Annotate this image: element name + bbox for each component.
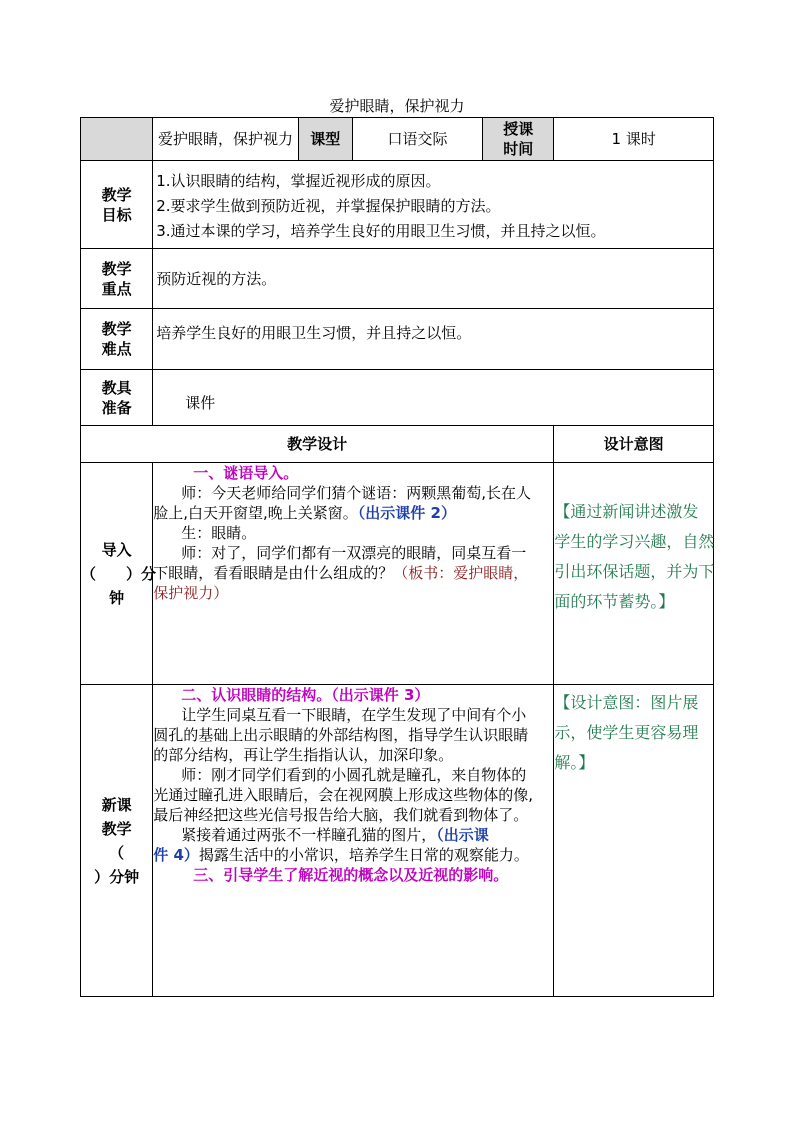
keypoint-label-line2: 重点 [101, 279, 132, 298]
intro-heading [153, 463, 553, 483]
type-label: 课型 [298, 118, 352, 161]
goal-item: 1.认识眼睛的结构，掌握近视形成的原因。 [156, 172, 441, 190]
difficulty-label-line1: 教学 [101, 320, 132, 338]
keypoint-label-line1: 教学 [101, 259, 132, 278]
intent-line: 学生的学习兴趣，自然 [554, 532, 715, 551]
courseware-ref: （出示课 [436, 826, 489, 844]
keypoint-label [81, 249, 153, 309]
newlesson-line: 圆孔的基础上出示眼睛的外部结构图，指导学生认识眼睛 [153, 726, 529, 744]
time-value: 1 课时 [554, 118, 714, 161]
newlesson-intent [554, 685, 714, 997]
intro-para [153, 503, 553, 523]
newlesson-label-line1: 新课 [101, 795, 132, 814]
lesson-plan-table [80, 117, 714, 997]
intro-label-line3: 钟 [109, 588, 125, 607]
intro-para: 师：对了，同学们都有一双漂亮的眼睛，同桌互看一 [181, 544, 527, 562]
newlesson-label-line4: ）分钟 [94, 867, 140, 886]
newlesson-heading3-text: 三、引导学生了解近视的概念以及近视的影响。 [193, 866, 509, 884]
courseware-ref: 件 4） [153, 846, 199, 864]
tools-label [81, 370, 153, 426]
goals-label [81, 161, 153, 249]
intent-line: 面的环节蓄势。】 [554, 592, 675, 611]
newlesson-heading3 [153, 865, 553, 885]
newlesson-heading [153, 685, 553, 705]
document-title: 爱护眼睛，保护视力 [329, 97, 465, 115]
courseware-ref: （出示课件 2） [357, 504, 456, 522]
difficulty-row [81, 309, 714, 370]
difficulty-text: 培养学生良好的用眼卫生习惯，并且持之以恒。 [153, 309, 714, 370]
goal-item: 2.要求学生做到预防近视，并掌握保护眼睛的方法。 [156, 197, 501, 215]
newlesson-text: 紧接着通过两张不一样瞳孔猫的图片， [181, 826, 437, 844]
topic-cell: 爱护眼睛，保护视力 [153, 118, 299, 161]
header-blank-cell [81, 118, 153, 161]
newlesson-label [81, 685, 153, 997]
newlesson-line: 师：刚才同学们看到的小圆孔就是瞳孔，来自物体的 [181, 766, 527, 784]
keypoint-row [81, 249, 714, 309]
intro-content [153, 463, 554, 685]
intro-text: 下眼睛，看看眼睛是由什么组成的？ [153, 564, 394, 582]
type-value: 口语交际 [352, 118, 482, 161]
newlesson-heading-text: 二、认识眼睛的结构。（出示课件 3） [181, 686, 430, 704]
intro-label-line1: 导入 [101, 540, 132, 559]
newlesson-content [153, 685, 554, 997]
intent-line: 引出环保话题，并为下 [554, 562, 715, 581]
newlesson-line: 让学生同桌互看一下眼睛，在学生发现了中间有个小 [181, 706, 527, 724]
header-row [81, 118, 714, 161]
tools-label-line1: 教具 [101, 378, 132, 397]
design-header-right: 设计意图 [554, 426, 714, 463]
goals-label-line1: 教学 [101, 185, 132, 204]
newlesson-line [153, 845, 553, 865]
intro-para [153, 563, 553, 583]
intro-intent [554, 463, 714, 685]
intent-line: 【设计意图：图片展 [554, 693, 699, 712]
time-label [483, 118, 554, 161]
design-header-row [81, 426, 714, 463]
goals-row [81, 161, 714, 249]
newlesson-line: 最后神经把这些光信号报告给大脑，我们就看到物体了。 [153, 806, 529, 824]
intro-row [81, 463, 714, 685]
newlesson-line: 光通过瞳孔进入眼睛后，会在视网膜上形成这些物体的像, [153, 786, 534, 804]
design-header-left: 教学设计 [81, 426, 554, 463]
intro-para: 生：眼睛。 [181, 524, 257, 542]
tools-label-line2: 准备 [101, 398, 132, 417]
newlesson-line: 的部分结构，再让学生指指认认，加深印象。 [153, 746, 454, 764]
intro-text: 脸上,白天开窗望,晚上关紧窗。 [153, 504, 358, 522]
time-label-line2: 时间 [503, 140, 534, 158]
goal-item: 3.通过本课的学习，培养学生良好的用眼卫生习惯，并且持之以恒。 [156, 222, 606, 240]
intro-para: 师：今天老师给同学们猜个谜语：两颗黑葡萄,长在人 [181, 484, 532, 502]
board-note: （板书：爱护眼睛， [393, 564, 529, 582]
time-label-line1: 授课 [503, 120, 534, 138]
goals-content [153, 161, 714, 249]
tools-text: 课件 [153, 370, 714, 426]
tools-row [81, 370, 714, 426]
board-note: 保护视力） [153, 584, 229, 602]
newlesson-line [153, 825, 553, 845]
newlesson-label-line2: 教学 [101, 819, 132, 838]
newlesson-text: 揭露生活中的小常识，培养学生日常的观察能力。 [198, 846, 529, 864]
intent-line: 解。】 [554, 753, 595, 772]
intent-line: 示，使学生更容易理 [554, 723, 699, 742]
intro-label-line2: （ ）分 [81, 564, 157, 583]
newlesson-label-line3: （ [109, 843, 125, 862]
intent-line: 【通过新闻讲述激发 [554, 502, 699, 521]
keypoint-text: 预防近视的方法。 [153, 249, 714, 309]
intro-heading-text: 一、谜语导入。 [193, 464, 299, 482]
newlesson-row [81, 685, 714, 997]
intro-label [81, 463, 157, 685]
difficulty-label-line2: 难点 [101, 340, 132, 358]
difficulty-label [81, 309, 153, 370]
goals-label-line2: 目标 [101, 205, 132, 224]
